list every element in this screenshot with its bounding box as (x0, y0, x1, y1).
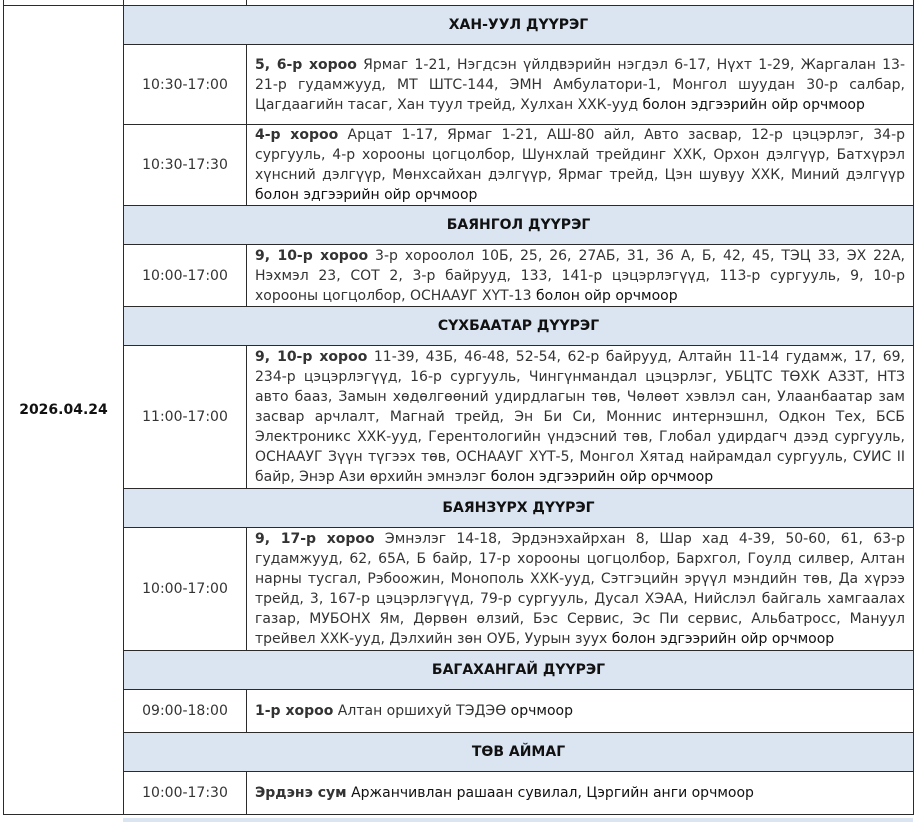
area-suffix: болон эдгээрийн ойр орчмоор (255, 187, 478, 203)
area-suffix: орчмоор (510, 703, 573, 719)
places-text: 11-39, 43Б, 46-48, 52-54, 62-р байрууд, Алтайн 11-14 гудамж, 17, 69, 234-р цэцэрлэгүүд, 16-р сургууль, Чингүнмандал цэцэрлэг, УБЦТС ТӨХК АЗЗТ, НТЗ авто бааз, Замын хөдөлгөөний удирдлагын төв, Чөлөөт хэвлэл сан, Улаанбаатар зам засвар арчлалт, Магнай трейд, Эн Би Си, Моннис интернэшнл, Одкон Тех, БСБ Электроникс ХХК-ууд, Герентологийн үндэсний төв, Глобал удирдагч дээд сургууль, ОСНААУГ Зүүн түгээх төв, ОСНААУГ ХҮТ-5, Монгол Хятад найрамдал сургууль, СУИС II байр, Энэр Ази өрхийн эмнэлэг (255, 349, 905, 485)
khoroo-label: 4-р хороо (255, 127, 339, 143)
district-header: СҮХБААТАР ДҮҮРЭГ (124, 307, 914, 346)
time-cell: 10:00-17:00 (124, 528, 247, 651)
khoroo-label: 9, 10-р хороо (255, 349, 368, 365)
schedule-row (4, 528, 914, 651)
khoroo-label: 9, 17-р хороо (255, 531, 375, 547)
area-suffix: болон эдгээрийн ойр орчмоор (642, 96, 865, 113)
info-cell (247, 125, 914, 206)
district-header: ТӨВ АЙМАГ (124, 733, 914, 772)
khoroo-label: 1-р хороо (255, 703, 334, 719)
time-cell: 10:30-17:00 (124, 45, 247, 125)
district-row (4, 733, 914, 772)
info-cell (247, 690, 914, 733)
district-header: БАЯНЗҮРХ ДҮҮРЭГ (124, 489, 914, 528)
info-cell (247, 245, 914, 307)
places-text: Эмнэлэг 14-18, Эрдэнэхайрхан 8, Шар хад 4-39, 50-60, 61, 63-р гудамжууд, 62, 65А, Б байр, 17-р хорооны цогцолбор, Бархгол, Гоулд силвер, Алтан нарны тусгал, Рэбоожин, Монополь ХХК-ууд, Сэтгэцийн эрүүл мэндийн төв, Да хүрээ трейд, 3, 167-р цэцэрлэгүүд, 79-р сургууль, Дусал ХЭАА, Нийслэл байгаль хамгаалах газар, МУБОНХ Ям, Дөрвөн өлзий, Бэс Сервис, Эс Пи сервис, Альбатросс, Мануул трейвел ХХК-ууд, Дэлхийн зөн ОУБ, Уурын зуух (255, 531, 906, 647)
khoroo-label: 5, 6-р хороо (255, 56, 357, 73)
time-cell: 10:30-17:30 (124, 125, 247, 206)
places-text: Арцат 1-17, Ярмаг 1-21, АШ-80 айл, Авто засвар, 12-р цэцэрлэг, 34-р сургууль, 4-р хорооны цогцолбор, Шунхлай трейдинг ХХК, Орхон дэлгүүр, Батхүрэл хүнсний дэлгүүр, Мөнхсайхан дэлгүүр, Ярмаг трейд, Цэн шувуу ХХК, Миний дэлгүүр (255, 127, 906, 183)
schedule-row (4, 245, 914, 307)
district-row (4, 6, 914, 45)
schedule-row (4, 690, 914, 733)
time-cell: 10:00-17:30 (124, 772, 247, 815)
date-cell: 2026.04.24 (4, 6, 124, 815)
khoroo-label: Эрдэнэ сум (255, 785, 347, 801)
places-text: Алтан оршихуй ТЭДЭӨ (333, 703, 511, 719)
info-cell (247, 528, 914, 651)
info-cell (247, 772, 914, 815)
district-header: ХАН-УУЛ ДҮҮРЭГ (124, 6, 914, 45)
schedule-row (4, 346, 914, 489)
places-text: Ярмаг 1-21, Нэгдсэн үйлдвэрийн нэгдэл 6-17, Нүхт 1-29, Жаргалан 13-21-р гудамжууд, МТ ШТС-144, ЭМН Амбулатори-1, Монгол шуудан 30-р салбар, Цагдаагийн тасаг, Хан туул трейд, Хулхан ХХК-ууд (255, 56, 905, 113)
schedule-row (4, 45, 914, 125)
schedule-row (4, 125, 914, 206)
area-suffix: болон эдгээрийн ойр орчмоор (611, 631, 835, 647)
district-row (4, 206, 914, 245)
time-cell: 10:00-17:00 (124, 245, 247, 307)
khoroo-label: 9, 10-р хороо (255, 247, 369, 264)
info-cell (247, 346, 914, 489)
outage-schedule-table (3, 0, 914, 815)
area-suffix: болон эдгээрийн ойр орчмоор (490, 469, 714, 485)
places-text: 3-р хороолол 10Б, 25, 26, 27АБ, 31, 36 А, Б, 42, 45, ТЭЦ 33, ЭХ 22А, Нэхмэл 23, СОТ 2, 3-р байрууд, 133, 141-р цэцэрлэгүүд, 113-р сургууль, 9, 10-р хорооны цогцолбор, ОСНААУГ ХҮТ-13 (255, 247, 905, 304)
schedule-row (4, 772, 914, 815)
district-header: БАГАХАНГАЙ ДҮҮРЭГ (124, 651, 914, 690)
time-cell: 09:00-18:00 (124, 690, 247, 733)
district-header: БАЯНГОЛ ДҮҮРЭГ (124, 206, 914, 245)
places-text: Аржанчивлан рашаан сувилал, Цэргийн анги орчмоор (346, 785, 754, 801)
area-suffix: болон ойр орчмоор (536, 287, 678, 304)
district-row (4, 307, 914, 346)
time-cell: 11:00-17:00 (124, 346, 247, 489)
next-district-header-edge (123, 818, 913, 822)
district-row (4, 489, 914, 528)
info-cell (247, 45, 914, 125)
district-row (4, 651, 914, 690)
